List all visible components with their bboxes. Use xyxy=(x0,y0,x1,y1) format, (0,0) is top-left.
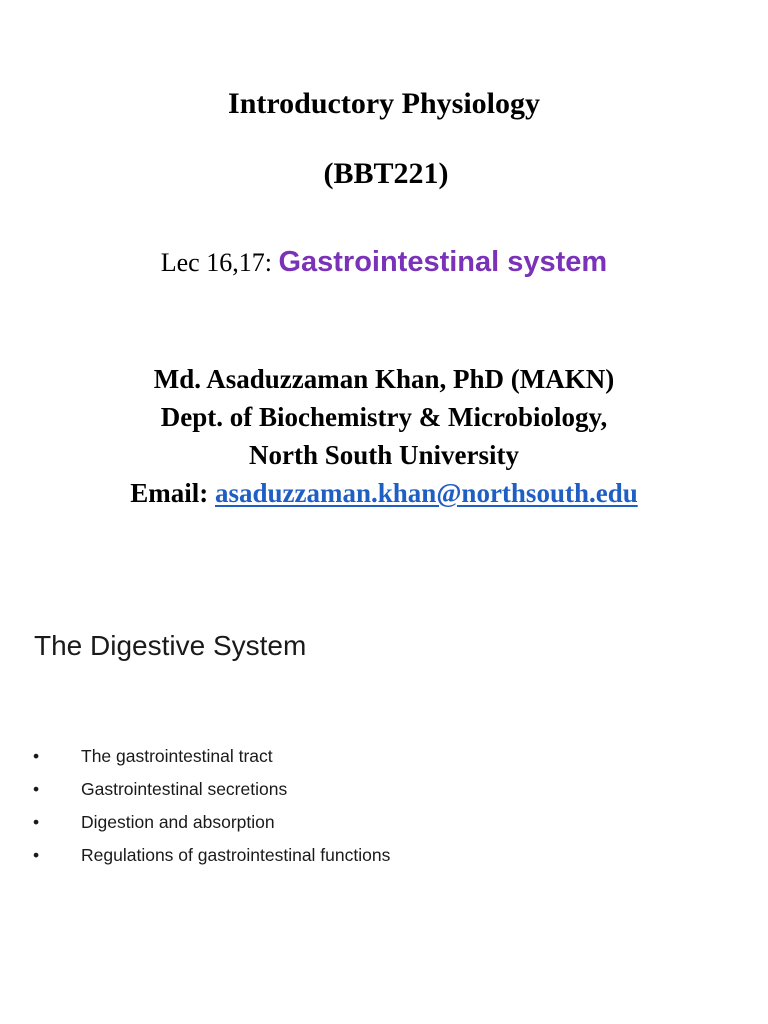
bullet-list xyxy=(0,740,768,872)
list-item xyxy=(0,839,768,872)
bullet-text: The gastrointestinal tract xyxy=(81,746,273,766)
outline-slide xyxy=(0,560,768,1024)
section-title: The Digestive System xyxy=(34,630,307,661)
bullet-icon: • xyxy=(33,746,40,766)
bullet-icon: • xyxy=(33,812,40,832)
email-link[interactable]: asaduzzaman.khan@northsouth.edu xyxy=(215,478,638,508)
university: North South University xyxy=(248,440,519,470)
bullet-text: Regulations of gastrointestinal functions xyxy=(81,845,391,865)
lecture-number: Lec 16,17: xyxy=(160,248,279,277)
department: Dept. of Biochemistry & Microbiology, xyxy=(160,402,608,432)
list-item xyxy=(0,773,768,806)
email-label: Email: xyxy=(130,478,215,508)
lecture-line xyxy=(0,240,768,285)
bullet-text: Digestion and absorption xyxy=(81,812,275,832)
bullet-text: Gastrointestinal secretions xyxy=(81,779,288,799)
bullet-icon: • xyxy=(33,845,40,865)
email-line xyxy=(0,474,768,512)
course-code: (BBT221) xyxy=(323,157,449,190)
list-item xyxy=(0,806,768,839)
author-name: Md. Asaduzzaman Khan, PhD (MAKN) xyxy=(153,364,615,394)
bullet-icon: • xyxy=(33,779,40,799)
list-item xyxy=(0,740,768,773)
course-title: Introductory Physiology xyxy=(228,87,540,120)
lecture-topic: Gastrointestinal system xyxy=(278,246,608,278)
author-block xyxy=(0,360,768,512)
